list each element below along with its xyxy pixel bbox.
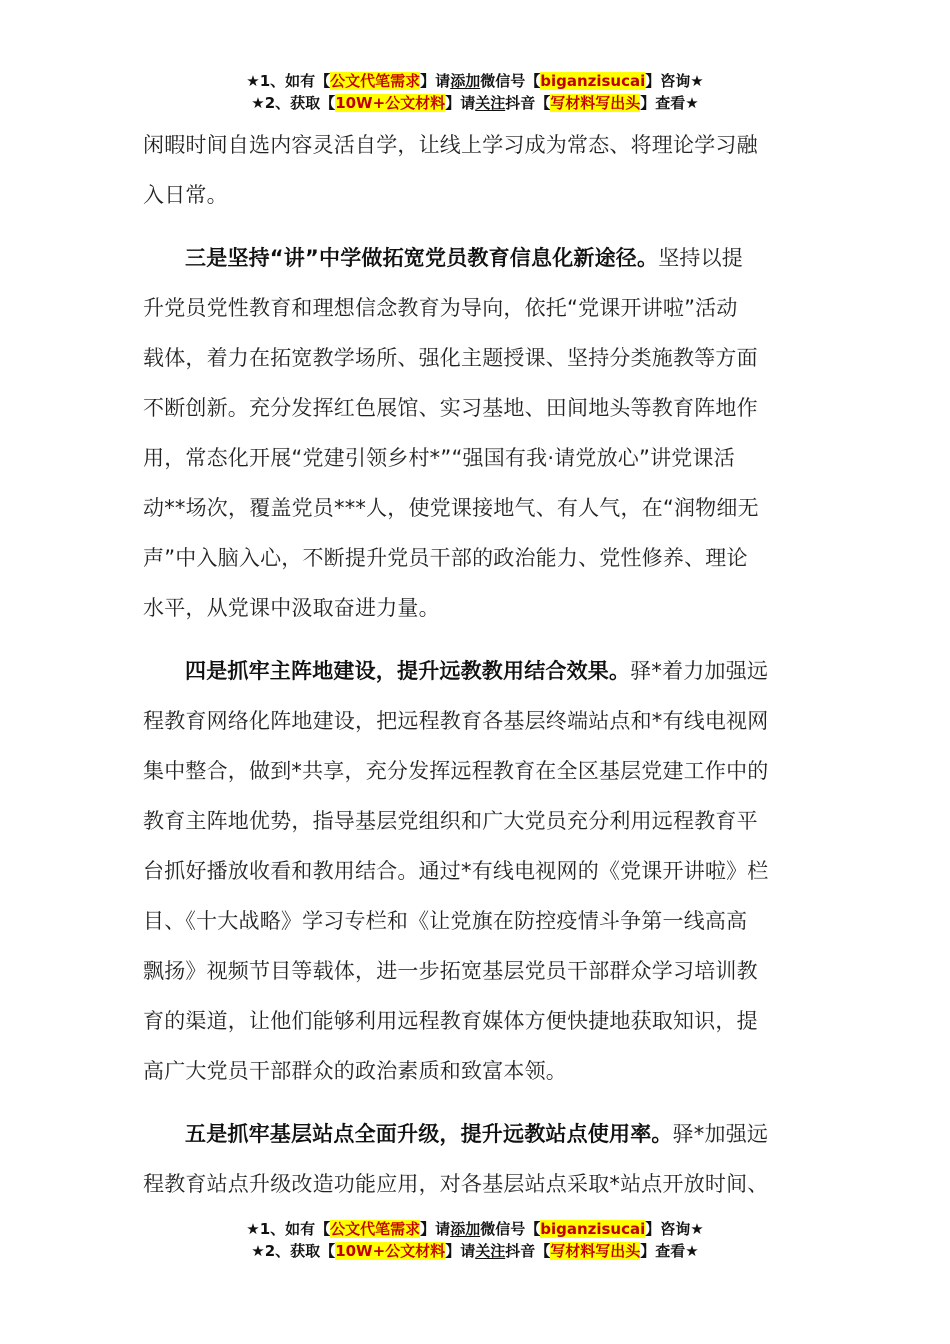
text-run: 驿*着力加强远 [630,659,769,683]
banner-text: ★1、如有【 [246,72,331,90]
text-line: 动**场次，覆盖党员***人，使党课接地气、有人气，在“润物细无 [143,496,759,520]
text-line: 高广大党员干部群众的政治素质和致富本领。 [143,1059,567,1083]
text-line: 育的渠道，让他们能够利用远程教育媒体方便快捷地获取知识，提 [143,1009,758,1033]
banner-highlight: 写材料写出头 [550,94,641,112]
banner-highlight: 公文代笔需求 [330,72,421,90]
text-line [143,1109,808,1159]
text-line: 载体，着力在拓宽教学场所、强化主题授课、坚持分类施教等方面 [143,346,758,370]
text-line: 目、《十大战略》学习专栏和《让党旗在防控疫情斗争第一线高高 [143,909,748,933]
section-heading: 四是抓牢主阵地建设，提升远教教用结合效果。 [185,659,631,683]
text-line: 声”中入脑入心，不断提升党员干部的政治能力、党性修养、理论 [143,546,748,570]
banner-underline: 关注 [475,1242,506,1260]
banner-line-2 [0,1240,950,1262]
banner-text: 】请 [445,1242,476,1260]
text-line: 不断创新。充分发挥红色展馆、实习基地、田间地头等教育阵地作 [143,396,758,420]
text-line: 水平，从党课中汲取奋进力量。 [143,596,440,620]
paragraph-continuation [143,120,808,220]
banner-highlight: biganzisucai [540,1220,646,1238]
text-line: 程教育网络化阵地建设，把远程教育各基层终端站点和*有线电视网 [143,709,769,733]
text-line: 教育主阵地优势，指导基层党组织和广大党员充分利用远程教育平 [143,809,758,833]
paragraph-section-5 [143,1109,808,1209]
text-line [143,646,808,696]
banner-text: 微信号【 [480,1220,541,1238]
text-line: 台抓好播放收看和教用结合。通过*有线电视网的《党课开讲啦》栏 [143,859,769,883]
text-line: 用，常态化开展“党建引领乡村*”“强国有我·请党放心”讲党课活 [143,446,735,470]
footer-banner [0,1218,950,1262]
banner-text: 】请 [445,94,476,112]
banner-text: 微信号【 [480,72,541,90]
banner-highlight: 公文代笔需求 [330,1220,421,1238]
text-line: 程教育站点升级改造功能应用，对各基层站点采取*站点开放时间、 [143,1172,769,1196]
text-line: 闲暇时间自选内容灵活自学，让线上学习成为常态、将理论学习融 [143,133,758,157]
text-line: 飘扬》视频节目等载体，进一步拓宽基层党员干部群众学习培训教 [143,959,758,983]
banner-text: ★2、获取【 [251,1242,336,1260]
banner-text: 】请 [420,1220,451,1238]
banner-line-1 [0,70,950,92]
banner-line-2 [0,92,950,114]
text-run: 坚持以提 [658,246,744,270]
banner-text: 】咨询★ [645,72,704,90]
header-banner [0,70,950,114]
text-line [143,233,808,283]
banner-text: ★2、获取【 [251,94,336,112]
document-body [143,120,808,1209]
banner-text: 】查看★ [640,1242,699,1260]
banner-text: 】请 [420,72,451,90]
paragraph-section-4 [143,646,808,1096]
text-line: 升党员党性教育和理想信念教育为导向，依托“党课开讲啦”活动 [143,296,738,320]
text-line: 集中整合，做到*共享，充分发挥远程教育在全区基层党建工作中的 [143,759,769,783]
text-run: 驿*加强远 [672,1122,769,1146]
banner-underline: 添加 [450,1220,481,1238]
text-line: 入日常。 [143,183,228,207]
banner-highlight: 10W+公文材料 [335,94,446,112]
section-heading: 五是抓牢基层站点全面升级，提升远教站点使用率。 [185,1122,673,1146]
banner-text: 】咨询★ [645,1220,704,1238]
banner-highlight: 写材料写出头 [550,1242,641,1260]
section-heading: 三是坚持“讲”中学做拓宽党员教育信息化新途径。 [185,246,659,270]
banner-text: 抖音【 [505,94,551,112]
banner-highlight: biganzisucai [540,72,646,90]
paragraph-section-3 [143,233,808,633]
banner-line-1 [0,1218,950,1240]
banner-text: 】查看★ [640,94,699,112]
banner-text: 抖音【 [505,1242,551,1260]
banner-highlight: 10W+公文材料 [335,1242,446,1260]
banner-underline: 添加 [450,72,481,90]
banner-text: ★1、如有【 [246,1220,331,1238]
banner-underline: 关注 [475,94,506,112]
